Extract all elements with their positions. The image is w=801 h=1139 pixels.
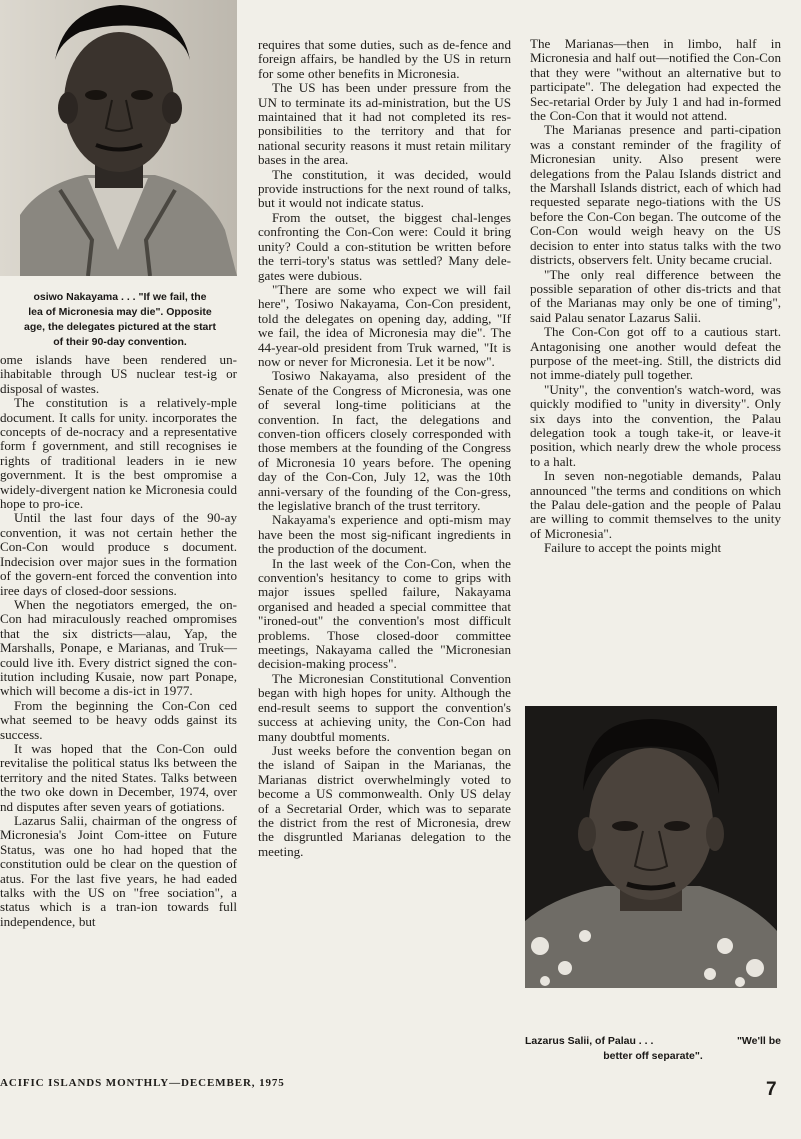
salii-photo-caption xyxy=(525,1034,781,1064)
salii-photo xyxy=(525,706,777,988)
article-column-1 xyxy=(0,353,237,929)
paragraph: From the beginning the Con-Con ced what seemed to be heavy odds gainst its success. xyxy=(0,697,237,742)
paragraph: "The only real difference between the possible separation of other dis-tricts and that of the Marianas may only be one of timing", said Palau senator Lazarus Salii. xyxy=(530,266,781,325)
paragraph: The Marianas—then in limbo, half in Micronesia and half out—notified the Con-Con that they were "without an alternative but to participate". The delegation had expected the Sec-retarial Order by July 1 and had in-formed the Con-Con that it would not attend. xyxy=(530,36,781,124)
caption-line: age, the delegates pictured at the start xyxy=(24,321,216,333)
paragraph: The constitution, it was decided, would provide instructions for the next round of talks, but it would not indicate status. xyxy=(258,166,511,211)
paragraph: "Unity", the convention's watch-word, was quickly modified to "unity in diversity". Only six days into the convention, the Palau delegation took a tough take-it, or leave-it position, which nearly drew the whole process to a halt. xyxy=(530,381,781,469)
caption-text: Lazarus Salii, of Palau . . . xyxy=(525,1035,654,1047)
page-number: 7 xyxy=(766,1079,777,1100)
paragraph: The constitution is a relatively-mple document. It calls for unity. incorporates the concepts of de-nocracy and a representative form f government, and still recognises ie rights of traditional leaders in ie new government. It is the best ompromise a widely-divergent nation ke Micronesia could hope to pro-ice. xyxy=(0,395,237,512)
paragraph: "There are some who expect we will fail here", Tosiwo Nakayama, Con-Con president, told the delegates on opening day, adding, "If we fail, the idea of Micronesia may die". The 44-year-old president from Truk warned, "It is now or never for Micronesia. Let it be now". xyxy=(258,281,511,369)
paragraph: In the last week of the Con-Con, when the convention's hesitancy to come to grips with major issues spelled failure, Nakayama organised and headed a special committee that "ironed-out" the convention's most difficult problems. Those closed-door committee meetings, Nakayama called the "Micronesian decision-making process". xyxy=(258,555,511,672)
article-column-3 xyxy=(530,37,781,556)
publication-footer: ACIFIC ISLANDS MONTHLY—DECEMBER, 1975 xyxy=(0,1077,285,1089)
paragraph: ome islands have been rendered un-ihabitable through US nuclear test-ig or disposal of wastes. xyxy=(0,352,237,396)
paragraph: The US has been under pressure from the UN to terminate its ad-ministration, but the US maintained that it had not completed its res-ponsibilities to the territory and that for national security reasons it must retain military bases in the area. xyxy=(258,80,511,168)
paragraph: Nakayama's experience and opti-mism may have been the most sig-nificant ingredients in the production of the document. xyxy=(258,512,511,557)
paragraph: The Marianas presence and parti-cipation was a constant reminder of the fragility of Micronesian unity. Also present were delegations from the Palau Islands district and the Marshall Islands district, each of which had requested separate nego-tiations with the US before the Con-Con began. The outcome of the Con-Con would weigh heavy on the US decision to enter into status talks with the two districts, observers felt. Unity became crucial. xyxy=(530,122,781,268)
caption-line: of their 90-day convention. xyxy=(53,336,187,348)
paragraph: requires that some duties, such as de-fence and foreign affairs, be handled by the US in return for some other benefits in Micronesia. xyxy=(258,37,511,81)
paragraph: Tosiwo Nakayama, also president of the Senate of the Congress of Micronesia, was one of several long-time politicians at the convention. In fact, the delegations and conven-tion officers closely corresponded with those members at the founding of the Congress of Micronesia 10 years before. The opening day of the Con-Con, July 12, was the 10th anni-versary of the founding of the Con-gress, the legislative branch of the trust territory. xyxy=(258,368,511,513)
paragraph: In seven non-negotiable demands, Palau announced "the terms and conditions on which the Palau dele-gation and the people of Palau are willing to commit themselves to the unity of Micronesia". xyxy=(530,468,781,541)
article-column-2 xyxy=(258,38,511,859)
paragraph: From the outset, the biggest chal-lenges confronting the Con-Con were: Could it bring unity? Could a con-stitution be written before the terri-tory's status was settled? Many dele-gates were dubious. xyxy=(258,209,511,283)
paragraph: When the negotiators emerged, the on-Con had miraculously reached ompromises that the six districts—alau, Yap, the Marshalls, Ponape, e Marianas, and Truk—could live ith. Every district signed the con-itution including Kusaie, now part Ponape, which will become a dis-ict in 1977. xyxy=(0,596,237,699)
caption-line: lea of Micronesia may die". Opposite xyxy=(28,306,212,318)
paragraph: Lazarus Salii, chairman of the ongress of Micronesia's Joint Com-ittee on Future Status, was one ho had hoped that the constitution ould be clear on the question of atus. For the last five years, he had eaded talks with the US on "free sociation", a status which is a tran-ion towards full independence, but xyxy=(0,813,237,929)
paragraph: The Micronesian Constitutional Convention began with high hopes for unity. Although the end-result seems to support the convention's success at achieving unity, the Con-Con had many doubtful moments. xyxy=(258,670,511,744)
paragraph: The Con-Con got off to a cautious start. Antagonising one another would defeat the purpose of the meet-ing. Still, the districts did not imme-diately pull together. xyxy=(530,324,781,383)
caption-quote: "We'll be xyxy=(736,1035,781,1047)
paragraph: Until the last four days of the 90-ay convention, it was not certain hether the Con-Con would produce s document. Indecision over major sues in the formation of the govern-ent forced the convention into iree days of closed-door sessions. xyxy=(0,510,237,598)
caption-quote: better off separate". xyxy=(603,1050,703,1062)
nakayama-photo-caption xyxy=(0,290,240,350)
nakayama-photo xyxy=(0,0,237,276)
paragraph: Failure to accept the points might xyxy=(544,540,722,556)
caption-line: osiwo Nakayama . . . "If we fail, the xyxy=(33,291,207,303)
paragraph: Just weeks before the convention began on the island of Saipan in the Marianas, the Marianas district overwhelmingly voted to become a US commonwealth. Only US delay of a Secretarial Order, which was to separate the district from the rest of Micronesia, drew the disgruntled Marianas delegation to the meeting. xyxy=(258,742,511,859)
paragraph: It was hoped that the Con-Con ould revitalise the political status lks between the territory and the nited States. Talks between the two oke down in December, 1974, over nd disputes after seven years of gotiations. xyxy=(0,740,237,814)
